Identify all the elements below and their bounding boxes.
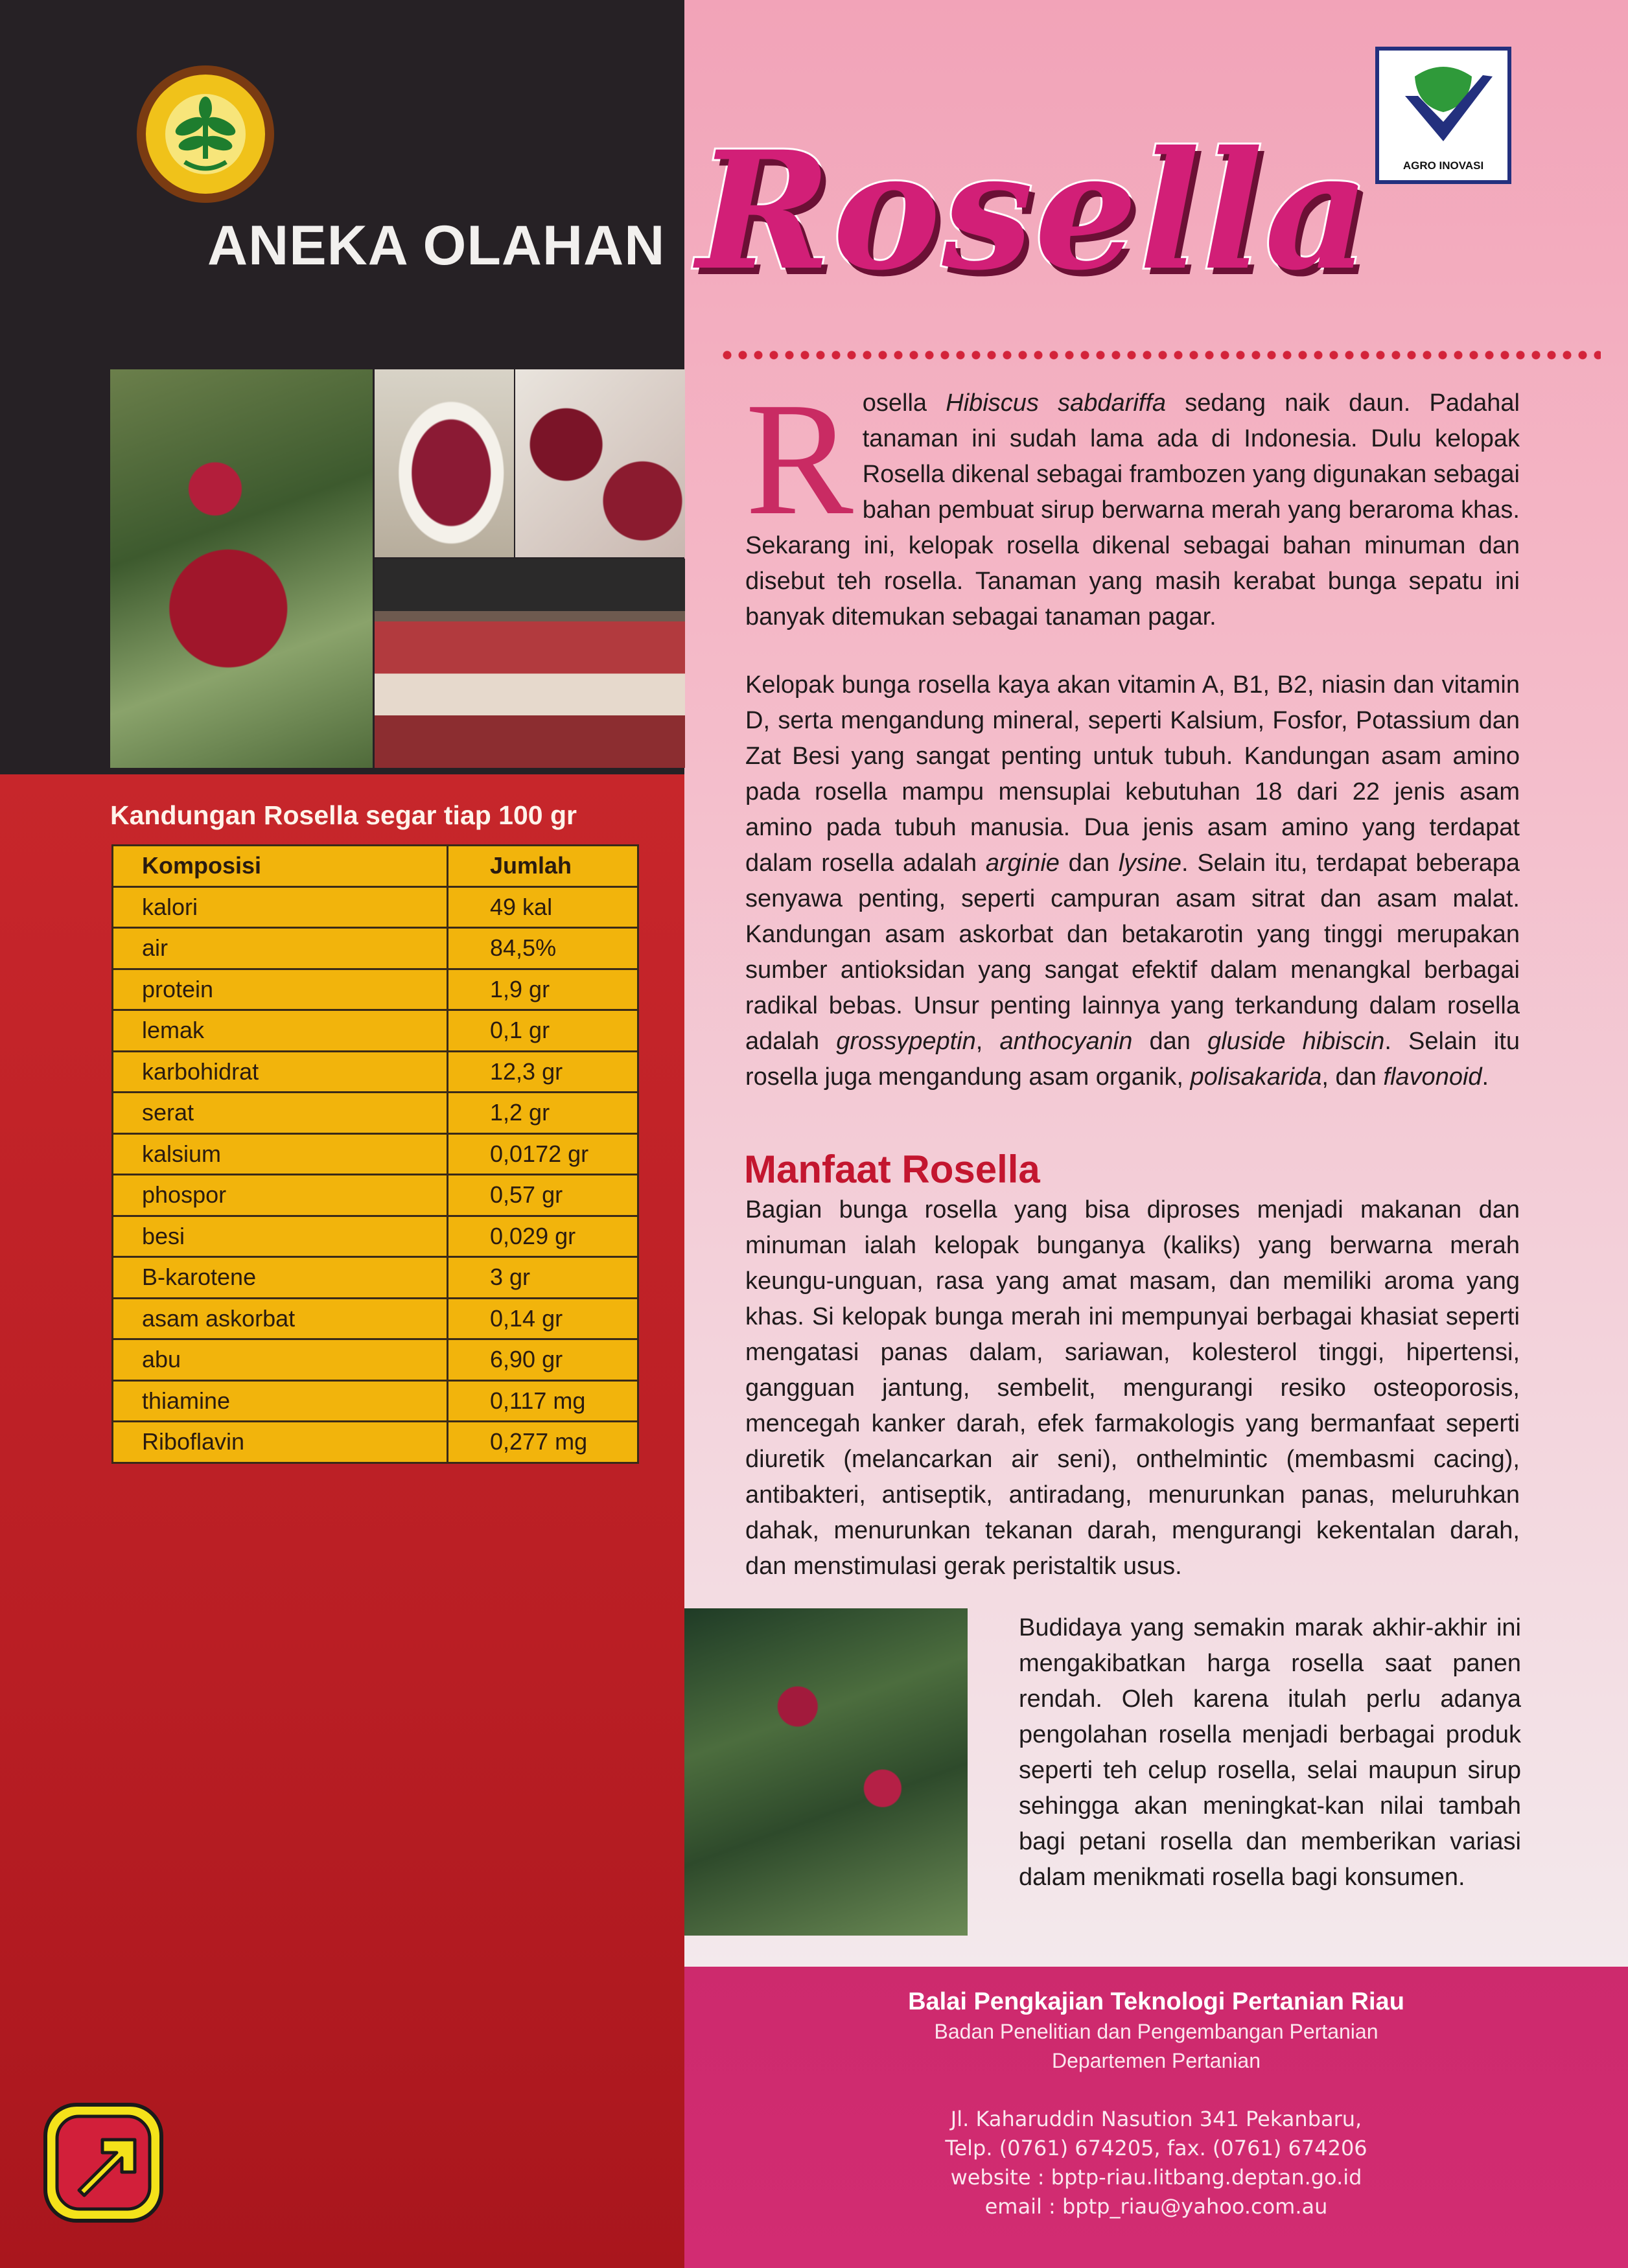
scientific-name: Hibiscus sabdariffa (946, 389, 1167, 417)
text-run: . Selain itu rosella juga mengandung asam organik, (745, 1028, 1520, 1091)
nutrient-amount: 84,5% (448, 928, 638, 969)
italic-term: flavonoid (1383, 1063, 1482, 1091)
table-header-row (113, 846, 638, 887)
table-row (113, 886, 638, 928)
text-run: . Selain itu, terdapat beberapa senyawa penting, seperti campuran asam sitrat dan asam malat. Kandungan asam askorbat dan betakarotin yang tinggi merupakan sumber antioksidan yang sangat efektif dalam menangkal berbagai radikal bebas. Unsur penting lainnya yang terkandung dalam rosella adalah (745, 850, 1520, 1055)
title-prefix: ANEKA OLAHAN (207, 214, 666, 277)
table-row (113, 1093, 638, 1134)
nutrition-table (111, 844, 639, 1464)
table-row (113, 1257, 638, 1299)
title-rosella: Rosella (697, 115, 1371, 306)
nutrient-amount: 6,90 gr (448, 1339, 638, 1381)
footer-organization: Balai Pengkajian Teknologi Pertanian Riau (908, 1988, 1404, 2015)
intro-text-b: sedang naik daun. Padahal tanaman ini sudah lama ada di Indonesia. Dulu kelopak Rosella dikenal sebagai frambozen yang digunakan sebagai bahan pembuat sirup berwarna merah yang beraroma khas. Sekarang ini, kelopak rosella dikenal sebagai bahan minuman dan disebut teh rosella. Tanaman yang masih kerabat bunga sepatu ini banyak ditemukan sebagai tanaman pagar. (745, 389, 1520, 631)
text-run: Kelopak bunga rosella kaya akan vitamin A, B1, B2, niasin dan vitamin D, serta mengandung mineral, seperti Kalsium, Fosfor, Potassium dan Zat Besi yang sangat penting untuk tubuh. Kandungan asam amino pada rosella mampu mensuplai kebutuhan 18 dari 22 jenis asam amino pada tubuh manusia. Dua jenis asam amino yang terdapat dalam rosella adalah (745, 671, 1520, 877)
dried-calyx-photo (515, 369, 685, 557)
nutrient-amount: 3 gr (448, 1257, 638, 1299)
footer-website: website : bptp-riau.litbang.deptan.go.id (950, 2165, 1362, 2190)
rosella-flower-photo (110, 369, 373, 768)
nutrient-name: kalsium (113, 1133, 448, 1175)
agro-inovasi-label: AGRO INOVASI (1402, 159, 1484, 172)
table-row (113, 1339, 638, 1381)
text-run: , dan (1321, 1063, 1384, 1091)
table-row (113, 1051, 638, 1093)
agro-inovasi-logo (1375, 47, 1511, 184)
nutrient-name: kalori (113, 886, 448, 928)
table-row (113, 1422, 638, 1463)
checkmark-leaf-icon (1379, 51, 1507, 154)
footer-address: Jl. Kaharuddin Nasution 341 Pekanbaru, (950, 2107, 1362, 2131)
nutrient-amount: 0,029 gr (448, 1216, 638, 1257)
column-header-komposisi: Komposisi (113, 846, 448, 887)
table-row (113, 969, 638, 1010)
table-row (113, 1133, 638, 1175)
drop-cap: R (745, 369, 854, 549)
nutrient-amount: 12,3 gr (448, 1051, 638, 1093)
rosella-plant-photo (684, 1608, 968, 1936)
intro-paragraph (745, 369, 1520, 635)
dotted-divider (719, 350, 1601, 360)
nutrient-amount: 0,0172 gr (448, 1133, 638, 1175)
nutrient-amount: 1,9 gr (448, 969, 638, 1010)
nutrient-amount: 0,14 gr (448, 1298, 638, 1339)
nutrient-name: besi (113, 1216, 448, 1257)
table-row (113, 1175, 638, 1216)
italic-term: arginie (985, 850, 1060, 877)
nutrient-name: phospor (113, 1175, 448, 1216)
table-row (113, 928, 638, 969)
text-run: dan (1132, 1028, 1208, 1055)
benefits-paragraph: Bagian bunga rosella yang bisa diproses menjadi makanan dan minuman ialah kelopak bunganya (kaliks) yang berwarna merah keungu-unguan, rasa yang amat masam, dan memiliki aroma yang khas. Si kelopak bunga merah ini mempunyai berbagai khasiat seperti mengatasi panas dalam, sariawan, kolesterol tinggi, hipertensi, gangguan jantung, sembelit, mengurangi resiko osteoporosis, mencegah kanker darah, efek farmakologis yang bermanfaat seperti diuretik (melancarkan air seni), onthelmintic (membasmi cacing), antibakteri, antiseptik, antiradang, menurunkan panas, meluruhkan dahak, menurunkan tekanan darah, mengurangi kekentalan darah, dan menstimulasi gerak peristaltik usus. (745, 1196, 1520, 1580)
footer-phone: Telp. (0761) 674205, fax. (0761) 674206 (945, 2136, 1367, 2160)
nutrient-amount: 1,2 gr (448, 1093, 638, 1134)
nutrient-name: serat (113, 1093, 448, 1134)
nutrient-name: lemak (113, 1010, 448, 1052)
footer-department: Departemen Pertanian (1052, 2049, 1261, 2072)
italic-term: grossypeptin (836, 1028, 976, 1055)
cultivation-paragraph: Budidaya yang semakin marak akhir-akhir ini mengakibatkan harga rosella saat panen rendah. Oleh karena itulah perlu adanya pengolahan rosella menjadi berbagai produk seperti teh celup rosella, selai maupun sirup sehingga akan meningkat-kan nilai tambah bagi petani rosella dan memberikan variasi dalam menikmati rosella bagi konsumen. (1019, 1614, 1521, 1891)
nutrient-name: protein (113, 969, 448, 1010)
intro-text-a: osella (862, 389, 946, 417)
nutrient-name: air (113, 928, 448, 969)
nutrient-name: asam askorbat (113, 1298, 448, 1339)
table-row (113, 1298, 638, 1339)
column-header-jumlah: Jumlah (448, 846, 638, 887)
nutrient-name: karbohidrat (113, 1051, 448, 1093)
nutrient-amount: 0,1 gr (448, 1010, 638, 1052)
nutrient-name: B-karotene (113, 1257, 448, 1299)
rosella-tea-photo (375, 369, 514, 557)
nutrient-name: thiamine (113, 1380, 448, 1422)
nutrition-paragraph (745, 667, 1520, 1095)
italic-term: gluside hibiscin (1207, 1028, 1385, 1055)
nutrient-amount: 0,277 mg (448, 1422, 638, 1463)
text-run: dan (1059, 850, 1119, 877)
table-row (113, 1216, 638, 1257)
italic-term: polisakarida (1190, 1063, 1322, 1091)
nutrient-name: abu (113, 1339, 448, 1381)
table-row (113, 1380, 638, 1422)
nutrient-amount: 49 kal (448, 886, 638, 928)
footer-contact (684, 1986, 1628, 2221)
italic-term: anthocyanin (999, 1028, 1133, 1055)
ministry-emblem-icon (133, 62, 279, 207)
arrow-up-right-icon (40, 2100, 167, 2226)
nutrient-amount: 0,57 gr (448, 1175, 638, 1216)
footer-email: email : bptp_riau@yahoo.com.au (984, 2194, 1328, 2219)
text-run: , (975, 1028, 1000, 1055)
text-run: . (1482, 1063, 1489, 1091)
rosella-products-photo (375, 559, 685, 768)
nutrient-amount: 0,117 mg (448, 1380, 638, 1422)
table-row (113, 1010, 638, 1052)
table-title: Kandungan Rosella segar tiap 100 gr (110, 800, 577, 830)
nutrient-name: Riboflavin (113, 1422, 448, 1463)
footer-agency: Badan Penelitian dan Pengembangan Pertanian (934, 2020, 1378, 2043)
section-heading-manfaat: Manfaat Rosella (744, 1148, 1040, 1191)
italic-term: lysine (1118, 850, 1182, 877)
